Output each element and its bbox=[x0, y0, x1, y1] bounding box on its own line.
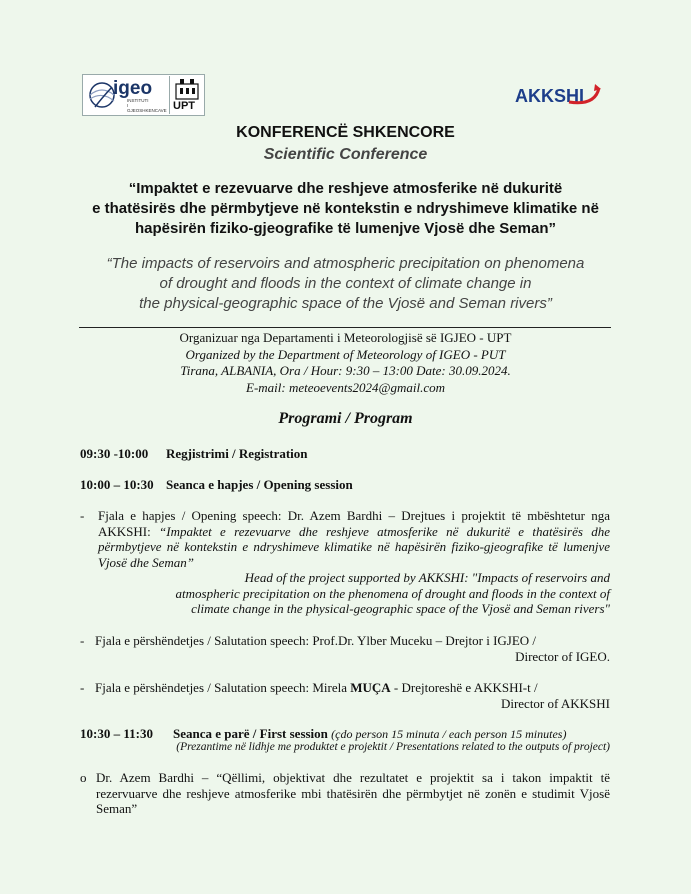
program-title: Programi / Program bbox=[278, 410, 413, 427]
conference-subtitle: Scientific Conference bbox=[263, 146, 428, 163]
salutation-speech-igeo: Fjala e përshëndetjes / Salutation speech: Prof.Dr. Ylber Muceku – Drejtor i IGJEO / Director of IGEO. bbox=[95, 633, 610, 664]
conference-title: KONFERENCË SHKENCORE bbox=[236, 124, 455, 141]
igeo-upt-logo bbox=[82, 74, 205, 116]
organizer-block: Organizuar nga Departamenti i Meteorologjisë së IGJEO - UPT Organized by the Department of Meteorology of IGEO - PUT Tirana, ALBANIA, Ora / Hour: 9:30 – 13:00 Date: 30.09.2024. E-mail: meteoevents2024@gmail.com bbox=[0, 330, 691, 396]
igeo-wordmark: igeo bbox=[113, 78, 153, 99]
topic-english: “The impacts of reservoirs and atmospheric precipitation on phenomena of drought and floods in the context of climate change in the physical-geographic space of the Vjosë and Seman rivers” bbox=[106, 255, 585, 312]
upt-logo bbox=[170, 76, 204, 114]
topic-albanian: “Impaktet e rezevuarve dhe reshjeve atmosferike në dukuritë e thatësirës dhe përmbytjeve në kontekstin e ndryshimeve klimatike në hapësirën fiziko-gjeografike të lumenjve Vjosë dhe Seman” bbox=[92, 180, 599, 237]
bullet-dash: - bbox=[80, 680, 85, 695]
building-icon bbox=[174, 78, 200, 100]
akkshi-swoosh-icon bbox=[565, 80, 603, 108]
akkshi-logo: AKKSHI bbox=[515, 86, 585, 106]
first-session-note: (Prezantime në lidhje me produktet e projektit / Presentations related to the outputs of project) bbox=[176, 741, 610, 753]
upt-wordmark: UPT bbox=[173, 100, 195, 112]
divider bbox=[79, 327, 611, 328]
email: E-mail: meteoevents2024@gmail.com bbox=[246, 379, 445, 395]
igeo-logo: igeo INSTITUTI I GJEOSHKENCAVE bbox=[83, 76, 170, 114]
first-session-row: 10:30 – 11:30 Seanca e parë / First session (çdo person 15 minuta / each person 15 minutes) bbox=[80, 726, 567, 741]
salutation-speech-akkshi: Fjala e përshëndetjes / Salutation speech: Mirela MUÇA - Drejtoreshë e AKKSHI-t / Director of AKKSHI bbox=[95, 680, 610, 711]
opening-speech: Fjala e hapjes / Opening speech: Dr. Azem Bardhi – Drejtues i projektit të mbështetur nga AKKSHI: “Impaktet e rezevuarve dhe reshjeve atmosferike në dukuritë e thatësirës dhe përmbytjeve në kontekstin e ndryshimeve klimatike në hapësirën fiziko-gjeografike të lumenjve Vjosë dhe Seman” Head of the project supported by AKKSHI: "Impacts of reservoirs and atmospheric precipitation on the phenomena of drought and floods in the context of climate change in the physical-geographic space of the Vjosë and Seman rivers" bbox=[98, 508, 610, 616]
bullet-dash: - bbox=[80, 633, 85, 648]
bullet-circle: o bbox=[80, 770, 87, 785]
opening-row: 10:00 – 10:30 Seanca e hapjes / Opening session bbox=[80, 477, 353, 492]
presentation-bardhi: Dr. Azem Bardhi – “Qëllimi, objektivat dhe rezultatet e projektit sa i takon impaktit të rezervuarve dhe reshjeve atmosferike mbi thatësirën dhe përmbytjet në zonën e studimit Vjosë Seman” bbox=[96, 770, 610, 816]
bullet-dash: - bbox=[80, 508, 85, 523]
registration-row: 09:30 -10:00 Regjistrimi / Registration bbox=[80, 446, 308, 461]
